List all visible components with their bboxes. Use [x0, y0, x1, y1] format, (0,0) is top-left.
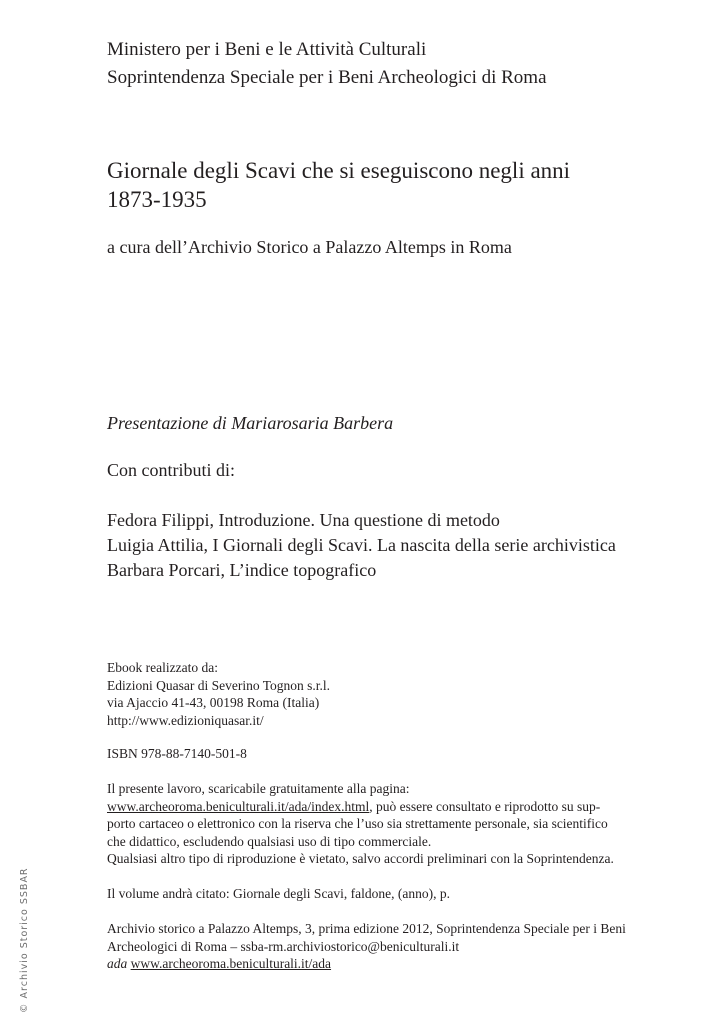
ebook-credits: [107, 659, 330, 729]
citation-note: Il volume andrà citato: Giornale degli Scavi, faldone, (anno), p.: [107, 886, 451, 901]
contribution-item: Fedora Filippi, Introduzione. Una questione di metodo: [107, 510, 500, 530]
license-line: [107, 798, 614, 816]
ebook-website-link[interactable]: http://www.edizioniquasar.it/: [107, 712, 264, 728]
ministry-name: Ministero per i Beni e le Attività Culturali: [107, 39, 427, 60]
book-title: [107, 156, 570, 214]
license-line: porto cartaceo o elettronico con la riserva che l’uso sia strettamente personale, sia scientifico: [107, 816, 608, 831]
superintendence-name: Soprintendenza Speciale per i Beni Archeologici di Roma: [107, 67, 547, 88]
ada-link[interactable]: www.archeoroma.beniculturali.it/ada: [130, 956, 332, 971]
ebook-publisher: Edizioni Quasar di Severino Tognon s.r.l.: [107, 677, 331, 693]
book-title-line-1: Giornale degli Scavi che si eseguiscono negli anni: [107, 158, 571, 183]
ada-line: [107, 955, 626, 973]
ebook-label: Ebook realizzato da:: [107, 660, 218, 675]
license-line: Il presente lavoro, scaricabile gratuitamente alla pagina:: [107, 781, 410, 796]
contributions-list: [107, 508, 616, 583]
series-info: [107, 920, 626, 973]
license-line-rest: , può essere consultato e riprodotto su sup-: [369, 798, 601, 814]
series-line: Archeologici di Roma – ssba-rm.archiviostorico@beniculturali.it: [107, 938, 460, 954]
contributions-heading: Con contributi di:: [107, 460, 235, 480]
ebook-address: via Ajaccio 41-43, 00198 Roma (Italia): [107, 695, 320, 710]
license-line: che didattico, escludendo qualsiasi uso di tipo commerciale.: [107, 833, 432, 849]
isbn: ISBN 978-88-7140-501-8: [107, 746, 247, 761]
series-line: Archivio storico a Palazzo Altemps, 3, prima edizione 2012, Soprintendenza Speciale per i Beni: [107, 921, 626, 936]
license-line: Qualsiasi altro tipo di riproduzione è vietato, salvo accordi preliminari con la Soprintendenza.: [107, 851, 614, 866]
presentation-line: Presentazione di Mariarosaria Barbera: [107, 413, 394, 433]
ada-label: ada: [107, 956, 128, 971]
ada-index-link[interactable]: www.archeoroma.beniculturali.it/ada/index.html: [107, 798, 370, 814]
contribution-item: Luigia Attilia, I Giornali degli Scavi. La nascita della serie archivistica: [107, 535, 616, 555]
contribution-item: Barbara Porcari, L’indice topografico: [107, 560, 377, 580]
publisher-header: [107, 36, 547, 92]
side-copyright-note: © Archivio Storico SSBAR: [19, 867, 30, 1013]
license-notice: [107, 780, 614, 868]
book-title-line-2: 1873-1935: [107, 187, 207, 212]
curator-line: a cura dell’Archivio Storico a Palazzo Altemps in Roma: [107, 237, 512, 257]
